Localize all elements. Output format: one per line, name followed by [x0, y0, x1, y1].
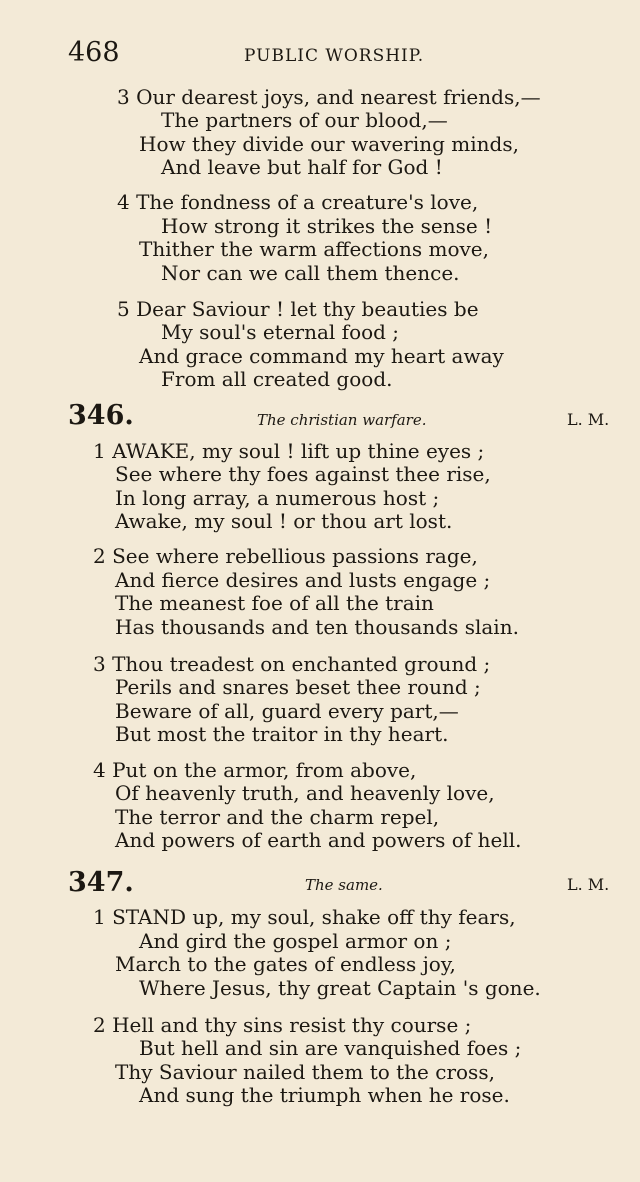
- verse-line: Thither the warm affections move,: [139, 237, 489, 261]
- verse-line: The partners of our blood,—: [161, 108, 448, 132]
- page-title: PUBLIC WORSHIP.: [244, 46, 425, 66]
- verse-line: 5 Dear Saviour ! let thy beauties be: [117, 297, 479, 321]
- verse-line: 1 AWAKE, my soul ! lift up thine eyes ;: [93, 439, 485, 463]
- verse-line: How strong it strikes the sense !: [161, 214, 493, 238]
- verse-line: Beware of all, guard every part,—: [115, 699, 459, 723]
- verse-line: March to the gates of endless joy,: [115, 952, 456, 976]
- verse-line: And sung the triumph when he rose.: [139, 1083, 510, 1107]
- verse-line: 4 Put on the armor, from above,: [93, 758, 417, 782]
- page-number: 468: [68, 37, 120, 68]
- verse-line: And gird the gospel armor on ;: [139, 929, 452, 953]
- verse-line: 3 Thou treadest on enchanted ground ;: [93, 652, 491, 676]
- verse-line: The terror and the charm repel,: [115, 805, 440, 829]
- verse-line: 3 Our dearest joys, and nearest friends,—: [117, 85, 541, 109]
- verse-line: 4 The fondness of a creature's love,: [117, 190, 479, 214]
- verse-line: And powers of earth and powers of hell.: [115, 828, 522, 852]
- verse-line: Awake, my soul ! or thou art lost.: [115, 509, 453, 533]
- hymn-title: The christian warfare.: [257, 411, 427, 429]
- verse-line: 2 Hell and thy sins resist thy course ;: [93, 1013, 472, 1037]
- verse-line: And grace command my heart away: [139, 344, 504, 368]
- verse-line: My soul's eternal food ;: [161, 320, 400, 344]
- verse-line: Has thousands and ten thousands slain.: [115, 615, 519, 639]
- running-header: [68, 38, 588, 74]
- verse-line: The meanest foe of all the train: [115, 591, 434, 615]
- verse-line: And leave but half for God !: [161, 155, 443, 179]
- verse-line: Where Jesus, thy great Captain 's gone.: [139, 976, 541, 1000]
- verse-line: Perils and snares beset thee round ;: [115, 675, 481, 699]
- verse-line: And fierce desires and lusts engage ;: [115, 568, 491, 592]
- verse-line: How they divide our wavering minds,: [139, 132, 519, 156]
- verse-line: 2 See where rebellious passions rage,: [93, 544, 478, 568]
- hymn-meter: L. M.: [567, 410, 610, 429]
- hymn-title: The same.: [305, 876, 383, 894]
- verse-line: In long array, a numerous host ;: [115, 486, 440, 510]
- verse-line: From all created good.: [161, 367, 393, 391]
- verse-line: Nor can we call them thence.: [161, 261, 460, 285]
- hymn-number: 347.: [68, 867, 134, 898]
- verse-line: But hell and sin are vanquished foes ;: [139, 1036, 522, 1060]
- verse-line: But most the traitor in thy heart.: [115, 722, 449, 746]
- hymn-number: 346.: [68, 400, 134, 431]
- verse-line: 1 STAND up, my soul, shake off thy fears,: [93, 905, 516, 929]
- verse-line: Of heavenly truth, and heavenly love,: [115, 781, 495, 805]
- verse-line: Thy Saviour nailed them to the cross,: [115, 1060, 495, 1084]
- verse-line: See where thy foes against thee rise,: [115, 462, 491, 486]
- hymn-meter: L. M.: [567, 875, 610, 894]
